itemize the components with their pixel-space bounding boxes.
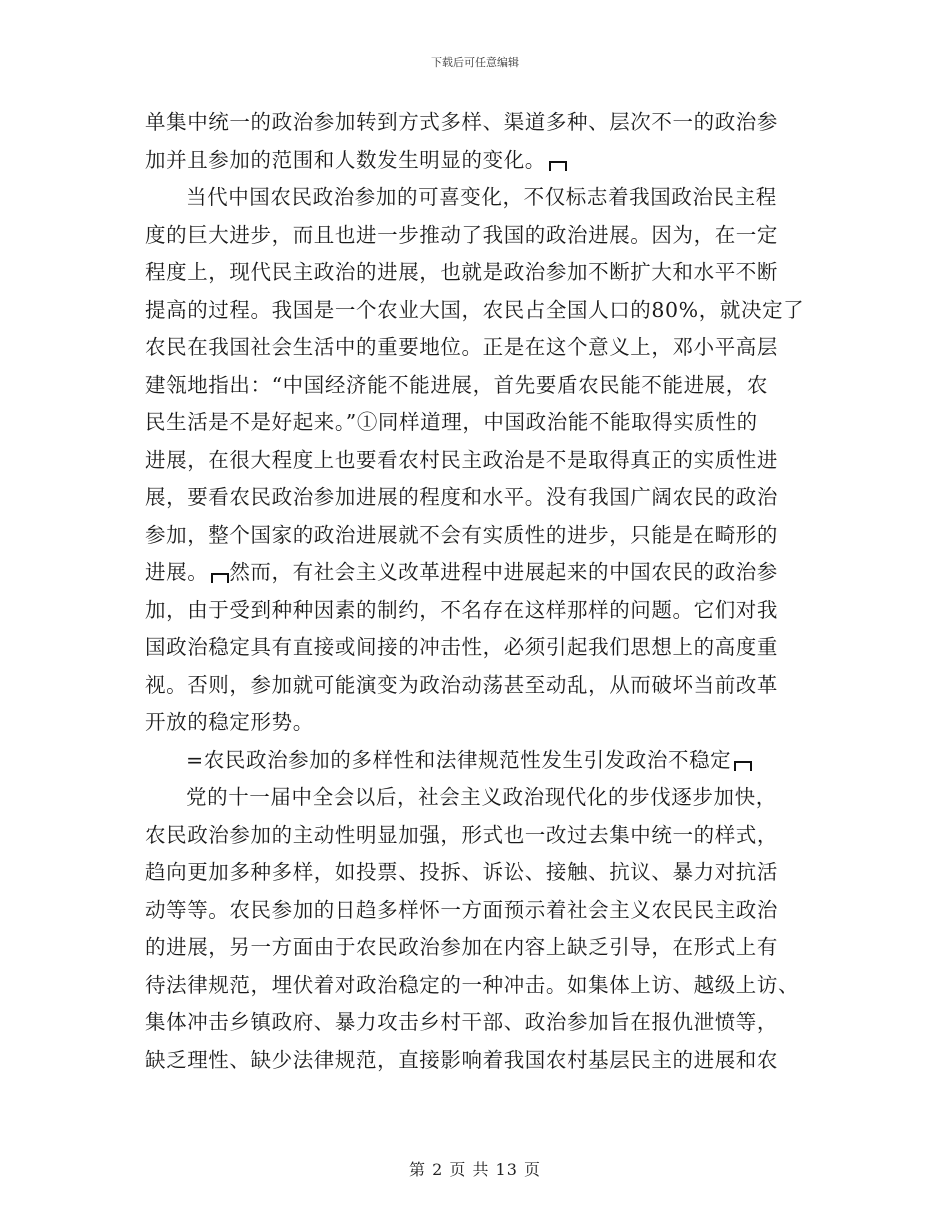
- text-line: 农民在我国社会生活中的重要地位。正是在这个意义上，邓小平高层: [145, 335, 778, 359]
- paragraph-start-line: 党的十一届中全会以后，社会主义政治现代化的步伐逐步加快，: [186, 785, 777, 809]
- text-line: 民生活是不是好起来。”①同样道理，中国政治能不能取得实质性的: [145, 410, 758, 434]
- text-line: 建瓴地指出：“中国经济能不能进展，首先要盾农民能不能进展，农: [145, 372, 768, 397]
- text-line: 度的巨大进步，而且也进一步推动了我国的政治进展。因为，在一定: [145, 222, 778, 247]
- text-line: 进展，在很大程度上也要看农村民主政治是不是取得真正的实质性进: [145, 447, 778, 472]
- text-line: 开放的稳定形势。: [145, 710, 314, 734]
- document-body: [145, 104, 805, 1079]
- text-line: 国政治稳定具有直接或间接的冲击性，必须引起我们思想上的高度重: [145, 635, 778, 659]
- text-line: 的进展，另一方面由于农民政治参加在内容上缺乏引导，在形式上有: [145, 935, 778, 959]
- footnote-mark: [734, 761, 752, 771]
- text-line: 缺乏理性、缺少法律规范，直接影响着我国农村基层民主的进展和农: [145, 1047, 778, 1072]
- text-line: 集体冲击乡镇政府、暴力攻击乡村干部、政治参加旨在报仇泄愤等，: [145, 1010, 778, 1034]
- text-line: 展，要看农民政治参加进展的程度和水平。没有我国广阔农民的政治: [145, 485, 778, 509]
- text-line: 趋向更加多种多样，如投票、投拆、诉讼、接触、抗议、暴力对抗活: [145, 860, 778, 884]
- text-line: 程度上，现代民主政治的进展，也就是政治参加不断扩大和水平不断: [145, 260, 778, 284]
- text-line: 进展。 然而，有社会主义改革进程中进展起来的中国农民的政治参: [145, 560, 778, 584]
- text-line: 参加，整个国家的政治进展就不会有实质性的进步，只能是在畸形的: [145, 522, 778, 547]
- paragraph-start-line: 当代中国农民政治参加的可喜变化，不仅标志着我国政治民主程: [186, 185, 777, 209]
- footnote-mark: [211, 573, 229, 583]
- text-line: 动等等。农民参加的日趋多样怀一方面预示着社会主义农民民主政治: [145, 897, 778, 922]
- page-header: 下载后可任意编辑: [431, 56, 519, 69]
- section-heading: =农民政治参加的多样性和法律规范性发生引发政治不稳定: [145, 742, 805, 780]
- text-line: 待法律规范，埋伏着对政治稳定的一种冲击。如集体上访、越级上访、: [145, 972, 800, 997]
- text-line: 视。否则，参加就可能演变为政治动荡甚至动乱，从而破坏当前改革: [145, 672, 778, 697]
- text-line: 加，由于受到种种因素的制约，不名存在这样那样的问题。它们对我: [145, 597, 778, 622]
- text-line: 农民政治参加的主动性明显加强，形式也一改过去集中统一的样式，: [145, 822, 778, 847]
- text-line: 提高的过程。我国是一个农业大国，农民占全国人口的80%，就决定了: [145, 297, 805, 322]
- page-footer: 第 2 页 共 13 页: [409, 1160, 541, 1179]
- text-line: 单集中统一的政治参加转到方式多样、渠道多种、层次不一的政治参: [145, 110, 778, 134]
- text-line: 加并且参加的范围和人数发生明显的变化。: [145, 142, 805, 180]
- footnote-mark: [549, 161, 567, 171]
